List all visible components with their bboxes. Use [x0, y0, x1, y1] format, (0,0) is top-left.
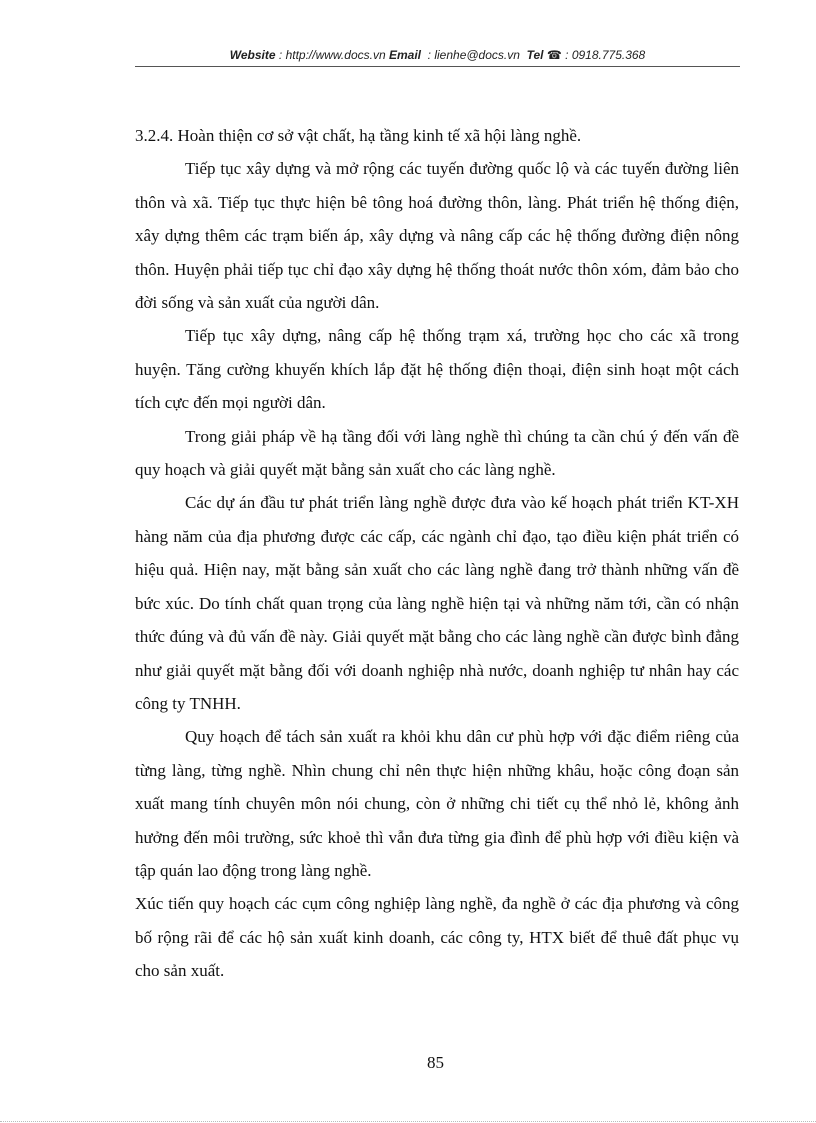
section-heading: 3.2.4. Hoàn thiện cơ sở vật chất, hạ tầng kinh tế xã hội làng nghề. [135, 126, 582, 145]
website-url[interactable]: http://www.docs.vn [285, 48, 386, 62]
email-separator: : [424, 48, 435, 62]
page-content [135, 119, 739, 988]
email-address[interactable]: lienhe@docs.vn [434, 48, 520, 62]
phone-icon: ☎ [546, 48, 562, 62]
tel-label: Tel [526, 48, 544, 62]
email-label: Email [388, 48, 421, 62]
page-header [135, 48, 740, 62]
website-separator: : [275, 48, 286, 62]
page-number: 85 [427, 1053, 444, 1072]
closing-paragraph: Xúc tiến quy hoạch các cụm công nghiệp làng nghề, đa nghề ở các địa phương và công bố rộng rãi để các hộ sản xuất kinh doanh, các công ty, HTX biết để thuê đất phục vụ cho sản xuất. [135, 894, 739, 981]
paragraph: Quy hoạch để tách sản xuất ra khỏi khu dân cư phù hợp với đặc điểm riêng của từng làng, từng nghề. Nhìn chung chỉ nên thực hiện những khâu, hoặc công đoạn sản xuất mang tính chuyên môn nói chung, còn ở những chi tiết cụ thể nhỏ lẻ, không ảnh hưởng đến môi trường, sức khoẻ thì vẫn đưa từng gia đình để phù hợp với điều kiện và tập quán lao động trong làng nghề. [135, 727, 739, 880]
paragraph: Trong giải pháp về hạ tầng đối với làng nghề thì chúng ta cần chú ý đến vấn đề quy hoạch và giải quyết mặt bằng sản xuất cho các làng nghề. [135, 426, 739, 480]
tel-number: 0918.775.368 [571, 48, 646, 62]
footer-divider [0, 1121, 816, 1122]
website-label: Website [229, 48, 276, 62]
paragraph: Tiếp tục xây dựng và mở rộng các tuyến đường quốc lộ và các tuyến đường liên thôn và xã. Tiếp tục thực hiện bê tông hoá đường thôn, làng. Phát triển hệ thống điện, xây dựng thêm các trạm biến áp, xây dựng và nâng cấp các hệ thống đường điện nông thôn. Huyện phải tiếp tục chỉ đạo xây dựng hệ thống thoát nước thôn xóm, đảm bảo cho đời sống và sản xuất của người dân. [135, 159, 739, 313]
paragraph: Tiếp tục xây dựng, nâng cấp hệ thống trạm xá, trường học cho các xã trong huyện. Tăng cường khuyến khích lắp đặt hệ thống điện thoại, điện sinh hoạt một cách tích cực đến mọi người dân. [135, 326, 739, 413]
tel-separator: : [561, 48, 572, 62]
paragraph: Các dự án đầu tư phát triển làng nghề được đưa vào kế hoạch phát triển KT-XH hàng năm của địa phương được các cấp, các ngành chỉ đạo, tạo điều kiện phát triển có hiệu quả. Hiện nay, mặt bằng sản xuất cho các làng nghề đang trở thành những vấn đề bức xúc. Do tính chất quan trọng của làng nghề hiện tại và những năm tới, cần có nhận thức đúng và đủ vấn đề này. Giải quyết mặt bằng cho các làng nghề cần được bình đẳng như giải quyết mặt bằng đối với doanh nghiệp nhà nước, doanh nghiệp tư nhân hay các công ty TNHH. [135, 493, 739, 713]
header-divider [135, 66, 740, 67]
